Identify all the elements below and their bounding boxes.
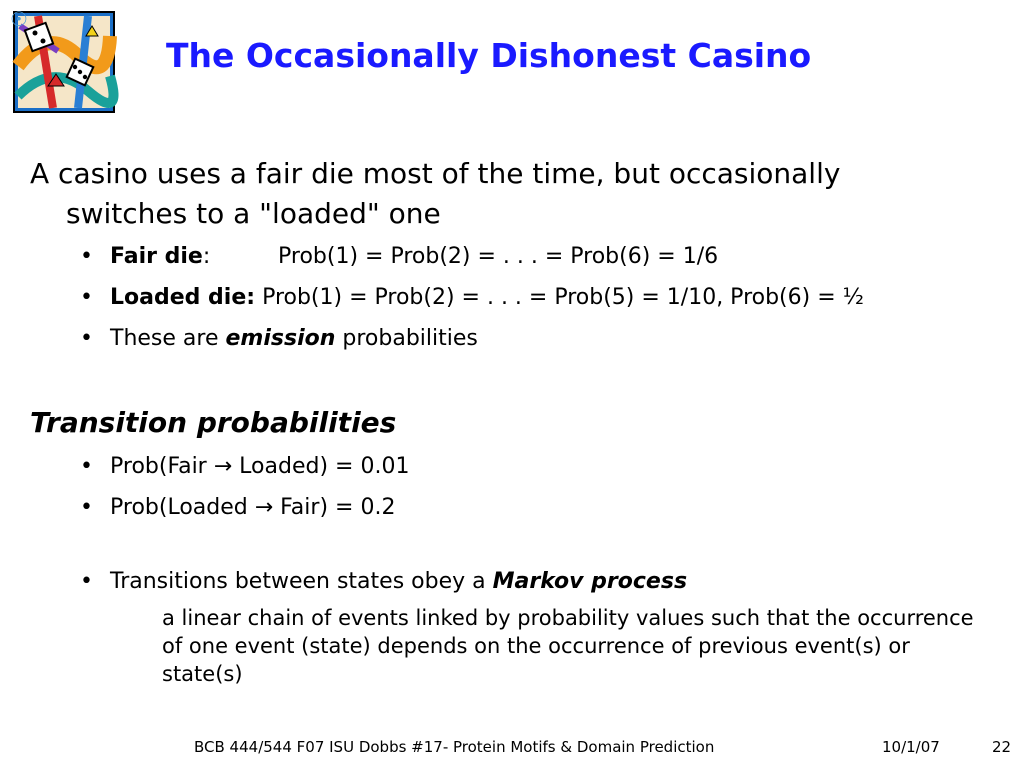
transition-2-post: Fair) = 0.2	[280, 495, 396, 520]
emission-term: emission	[225, 326, 336, 351]
fair-die-text: Prob(1) = Prob(2) = . . . = Prob(6) = 1/6	[278, 244, 719, 269]
arrow-right-icon: →	[254, 495, 274, 520]
markov-term: Markov process	[492, 569, 688, 594]
loaded-die-label: Loaded die:	[110, 285, 256, 310]
slide-title: The Occasionally Dishonest Casino	[166, 36, 812, 75]
fair-die-colon: :	[202, 244, 211, 269]
bullet-dot: •	[80, 454, 93, 479]
section-heading: Transition probabilities	[30, 406, 397, 439]
bullet-fair-to-loaded	[80, 453, 409, 481]
markov-pre: Transitions between states obey a	[110, 569, 486, 594]
footer-page-number: 22	[992, 738, 1012, 756]
logo	[8, 6, 120, 116]
bullet-markov	[80, 568, 687, 596]
bullet-dot: •	[80, 569, 93, 594]
footer-date: 10/1/07	[882, 738, 940, 756]
emission-post: probabilities	[342, 326, 478, 351]
transition-1-pre: Prob(Fair	[110, 454, 207, 479]
intro-line-1: A casino uses a fair die most of the time, but occasionally	[30, 157, 841, 190]
bullet-loaded-to-fair	[80, 494, 395, 522]
fair-die-label	[110, 243, 278, 271]
arrow-right-icon: →	[213, 454, 233, 479]
bullet-dot: •	[80, 244, 93, 269]
bullet-dot: •	[80, 285, 93, 310]
corner-badge-icon: ☉	[10, 7, 28, 31]
markov-definition: a linear chain of events linked by probability values such that the occurrence of one event (state) depends on the occurrence of previous event(s) or state(s)	[162, 606, 974, 686]
fair-die-bold: Fair die	[110, 244, 203, 269]
transition-2-pre: Prob(Loaded	[110, 495, 248, 520]
bullet-emission	[80, 325, 478, 353]
transition-1-post: Loaded) = 0.01	[239, 454, 410, 479]
footer-course: BCB 444/544 F07 ISU Dobbs #17- Protein Motifs & Domain Prediction	[194, 738, 715, 756]
bullet-dot: •	[80, 326, 93, 351]
emission-pre: These are	[110, 326, 219, 351]
bullet-fair-die	[80, 243, 718, 271]
intro-paragraph	[30, 154, 980, 234]
intro-line-2: switches to a "loaded" one	[66, 197, 441, 230]
loaded-die-text: Prob(1) = Prob(2) = . . . = Prob(5) = 1/10, Prob(6) = ½	[262, 285, 864, 310]
bullet-dot: •	[80, 495, 93, 520]
bullet-loaded-die	[80, 284, 864, 312]
